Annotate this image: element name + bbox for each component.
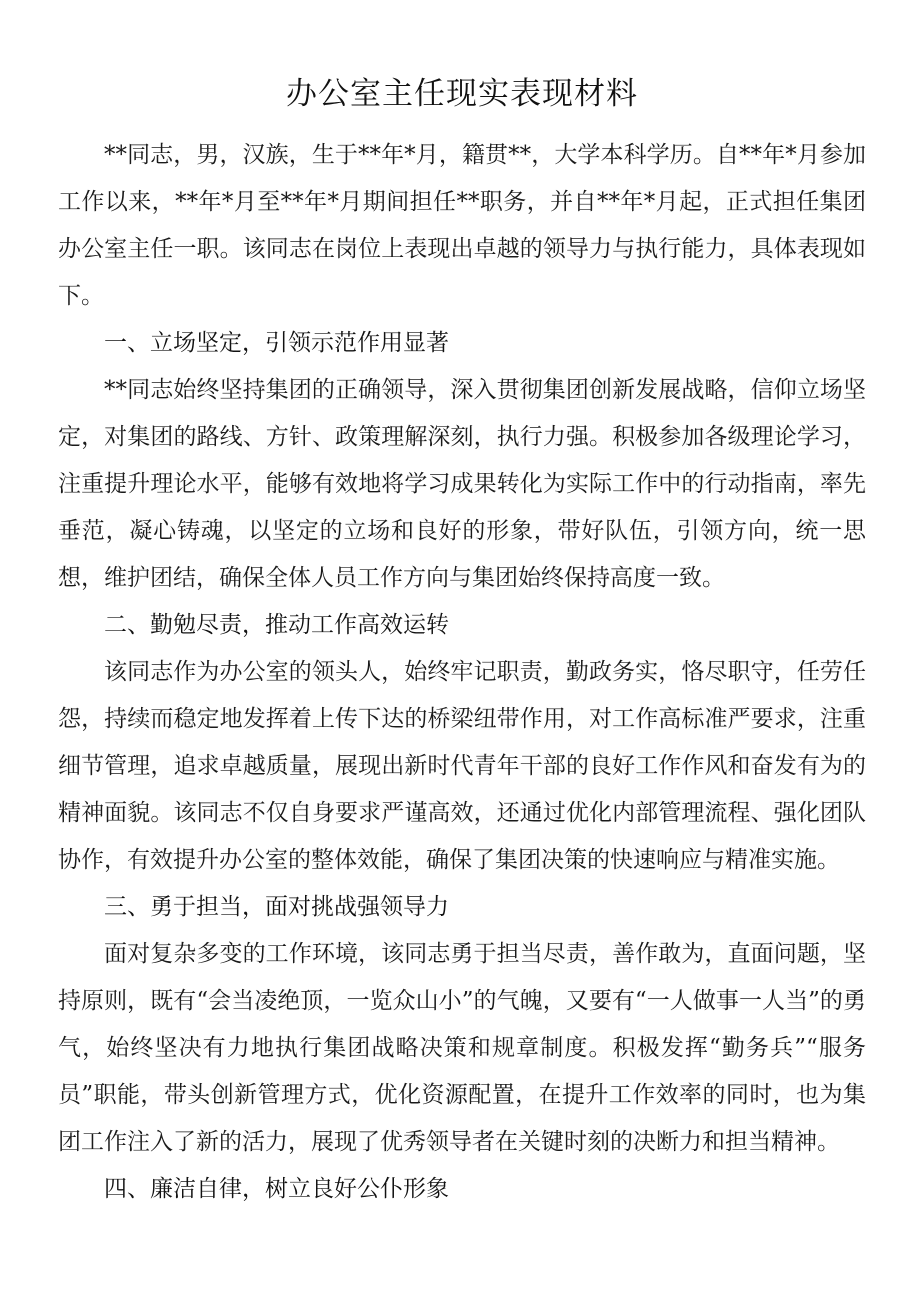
section-4-heading: 四、廉洁自律，树立良好公仆形象 xyxy=(104,1176,449,1202)
intro-paragraph: **同志，男，汉族，生于**年*月，籍贯**，大学本科学历。自**年*月参加工作以来，**年*月至**年*月期间担任**职务，并自**年*月起，正式担任集团办公室主任一职。该同志在岗位上表现出卓越的领导力与执行能力，具体表现如下。 xyxy=(58,142,866,309)
section-3-body: 面对复杂多变的工作环境，该同志勇于担当尽责，善作敢为，直面问题，坚持原则，既有“会当凌绝顶，一览众山小”的气魄，又要有“一人做事一人当”的勇气，始终坚决有力地执行集团战略决策和规章制度。积极发挥“勤务兵”“服务员”职能，带头创新管理方式，优化资源配置，在提升工作效率的同时，也为集团工作注入了新的活力，展现了优秀领导者在关键时刻的决断力和担当精神。 xyxy=(58,941,866,1155)
section-3-heading: 三、勇于担当，面对挑战强领导力 xyxy=(104,894,449,920)
section-2-body: 该同志作为办公室的领头人，始终牢记职责，勤政务实，恪尽职守，任劳任怨，持续而稳定地发挥着上传下达的桥梁纽带作用，对工作高标准严要求，注重细节管理，追求卓越质量，展现出新时代青年干部的良好工作作风和奋发有为的精神面貌。该同志不仅自身要求严谨高效，还通过优化内部管理流程、强化团队协作，有效提升办公室的整体效能，确保了集团决策的快速响应与精准实施。 xyxy=(58,659,866,873)
document-title: 办公室主任现实表现材料 xyxy=(286,76,638,112)
section-1-heading: 一、立场坚定，引领示范作用显著 xyxy=(104,330,449,356)
section-1-body: **同志始终坚持集团的正确领导，深入贯彻集团创新发展战略，信仰立场坚定，对集团的路线、方针、政策理解深刻，执行力强。积极参加各级理论学习，注重提升理论水平，能够有效地将学习成果转化为实际工作中的行动指南，率先垂范，凝心铸魂，以坚定的立场和良好的形象，带好队伍，引领方向，统一思想，维护团结，确保全体人员工作方向与集团始终保持高度一致。 xyxy=(58,377,866,591)
section-2-heading: 二、勤勉尽责，推动工作高效运转 xyxy=(104,612,449,638)
document-page xyxy=(58,70,866,1213)
